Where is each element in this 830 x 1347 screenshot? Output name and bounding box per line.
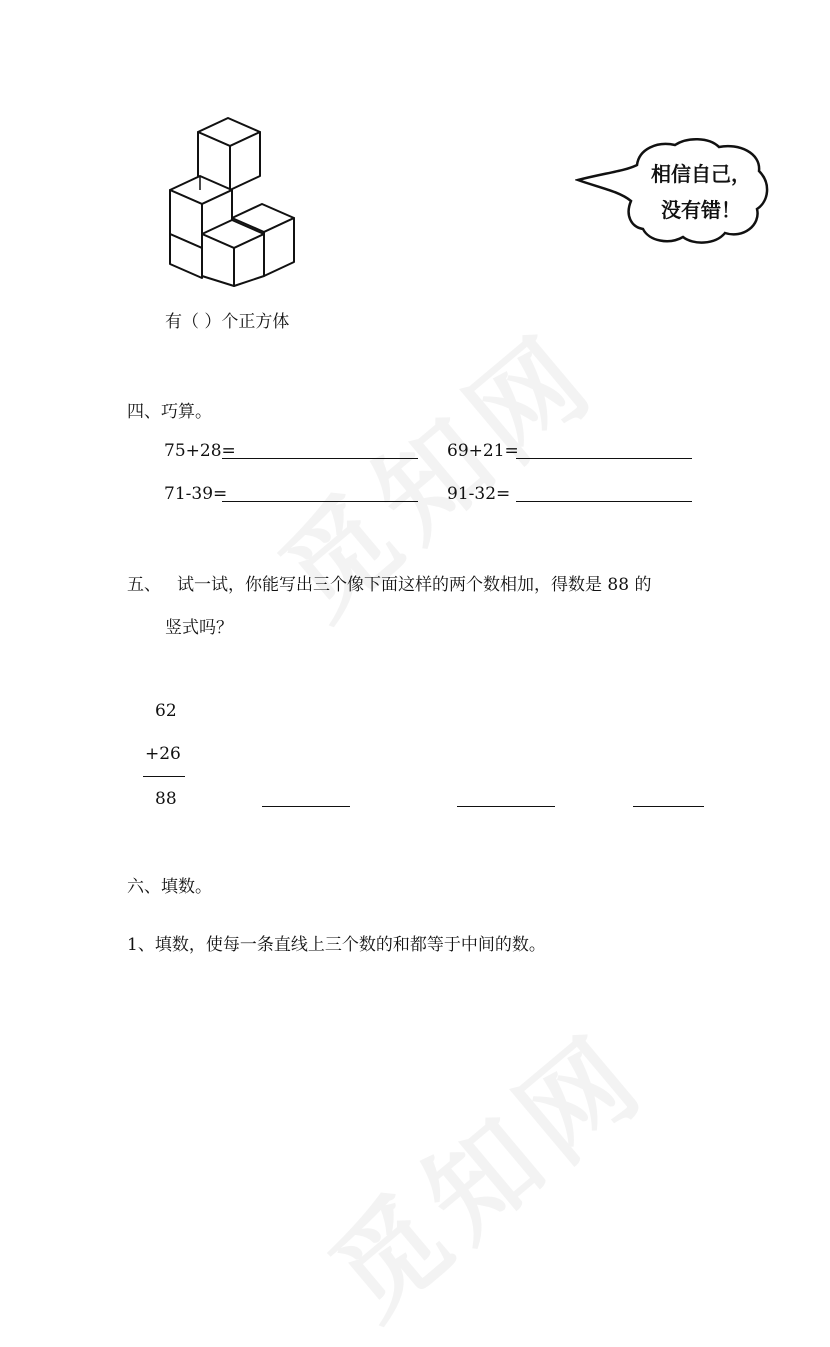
section6-heading: 六、填数。 <box>127 877 212 897</box>
answer-blank[interactable] <box>222 501 418 502</box>
problem-expr: 91-32= <box>447 484 511 504</box>
problem-expr: 71-39= <box>164 484 228 504</box>
section5-number: 五、 <box>127 575 161 595</box>
section4-heading: 四、巧算。 <box>127 402 212 422</box>
vertical-sum-blank[interactable] <box>633 806 704 807</box>
example-sum: 88 <box>155 789 177 809</box>
answer-blank[interactable] <box>516 458 692 459</box>
vertical-sum-blank[interactable] <box>262 806 350 807</box>
cube-count-question: 有（ ）个正方体 <box>165 312 290 332</box>
answer-blank[interactable] <box>516 501 692 502</box>
cube-stack-figure <box>160 110 310 290</box>
section5-text-line2: 竖式吗？ <box>165 618 233 638</box>
example-addend1: 62 <box>155 701 177 721</box>
problem-expr: 69+21= <box>447 441 519 461</box>
watermark-bottom <box>292 991 674 1347</box>
example-addend2: +26 <box>145 744 181 764</box>
answer-blank[interactable] <box>222 458 418 459</box>
section5-text-line1: 试一试，你能写出三个像下面这样的两个数相加，得数是 88 的 <box>177 575 652 595</box>
section6-item1: 1、填数，使每一条直线上三个数的和都等于中间的数。 <box>127 935 546 955</box>
sum-divider <box>143 776 185 777</box>
vertical-sum-blank[interactable] <box>457 806 555 807</box>
speech-bubble <box>575 135 775 250</box>
bubble-text-line2: 没有错！ <box>661 198 741 222</box>
bubble-text-line1: 相信自己， <box>651 162 751 186</box>
problem-expr: 75+28= <box>164 441 236 461</box>
